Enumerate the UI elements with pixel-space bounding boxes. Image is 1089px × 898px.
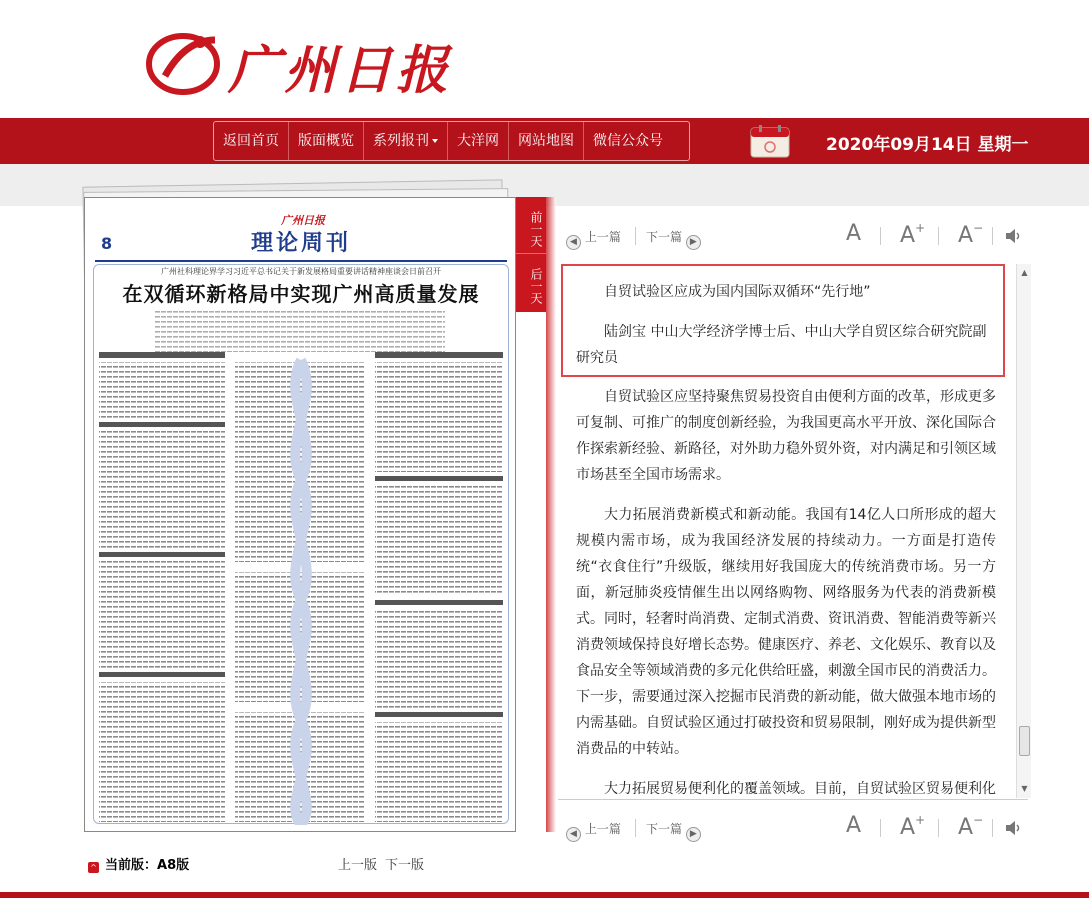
nav-wechat[interactable] [584,122,672,160]
page-rule [95,260,507,262]
font-default-label: A [846,813,862,838]
nav-sitemap-label: 网站地图 [518,133,574,149]
toolbar-separator [635,819,636,837]
toolbar-separator [880,227,881,245]
font-decrease-button[interactable] [958,221,983,248]
prev-article-button[interactable] [566,228,621,250]
calendar-icon[interactable] [750,124,790,158]
article-content [560,264,1016,798]
page-number: 8 [101,234,113,253]
current-edition [88,854,189,873]
minus-icon: − [973,813,984,827]
issue-date: 2020年09月14日 星期一 [826,135,1029,155]
logo-text: 广州日报 [228,40,453,101]
toolbar-separator [880,819,881,837]
main-nav-bar [0,118,1089,164]
page-section-title: 理论周刊 [250,230,351,256]
next-article-button[interactable] [646,820,701,842]
page-kicker: 广州社科理论界学习习近平总书记关于新发展格局重要讲话精神座谈会日前召开 [161,267,441,276]
nav-series-dropdown[interactable] [364,122,448,160]
prev-article-label: 上一篇 [584,230,621,244]
font-increase-label: A [900,815,916,840]
toolbar-separator [938,819,939,837]
font-increase-button[interactable] [900,221,925,248]
font-decrease-button[interactable] [958,813,983,840]
toolbar-separator [938,227,939,245]
nav-sitemap[interactable] [509,122,584,160]
prev-article-button[interactable] [566,820,621,842]
current-edition-value: A8版 [157,858,190,873]
font-default-button[interactable] [846,813,861,838]
page-text-columns [95,310,507,825]
font-default-button[interactable] [846,221,861,246]
font-increase-label: A [900,223,916,248]
arrow-left-icon: ◀ [566,235,581,250]
speaker-icon[interactable] [1004,819,1022,837]
nav-home[interactable] [214,122,289,160]
page-mini-logo: 广州日报 [281,214,325,227]
nav-overview-label: 版面概览 [298,133,354,149]
toolbar-separator [992,819,993,837]
article-toolbar-bottom [560,813,1030,843]
nav-wechat-label: 微信公众号 [593,133,663,149]
nav-overview[interactable] [289,122,364,160]
page-headline: 在双循环新格局中实现广州高质量发展 [122,282,480,306]
toolbar-separator [992,227,993,245]
nav-dayoo-label: 大洋网 [457,133,499,149]
newspaper-page-image[interactable] [84,197,516,832]
arrow-left-icon: ◀ [566,827,581,842]
prev-day-tab[interactable]: 前一天 [529,211,543,247]
minus-icon: − [973,221,984,235]
nav-home-label: 返回首页 [223,133,279,149]
day-switch-tabs [516,197,546,312]
next-edition-link[interactable]: 下一版 [385,858,425,873]
font-increase-button[interactable] [900,813,925,840]
font-default-label: A [846,221,862,246]
article-author: 陆剑宝 中山大学经济学博士后、中山大学自贸区综合研究院副研究员 [576,324,987,366]
scroll-up-icon[interactable]: ▲ [1021,268,1028,277]
next-article-label: 下一篇 [646,230,683,244]
chevron-down-icon [432,139,438,143]
article-paragraph: 大力拓展消费新模式和新动能。我国有14亿人口所形成的超大规模内需市场，成为我国经济发展的持续动力。一方面是打造传统“衣食住行”升级版，继续用好我国庞大的传统消费市场。另一方面，新冠肺炎疫情催生出以网络购物、网络服务为代表的消费新模式。同时，轻奢时尚消费、定制式消费、资讯消费、智能消费等新兴消费领域保持良好增长态势。健康医疗、养老、文化娱乐、教育以及食品安全等领域消费的多元化供给旺盛，刺激全国市民的消费活力。下一步，需要通过深入挖掘市民消费的新动能，做大做强本地市场的内需基础。自贸试验区通过打破投资和贸易限制，刚好成为提供新型消费品的中转站。 [576,507,996,757]
prev-edition-link[interactable]: 上一版 [338,858,378,873]
nav-dayoo[interactable] [448,122,509,160]
article-paragraph: 自贸试验区应坚持聚焦贸易投资自由便利方面的改革，形成更多可复制、可推广的制度创新经验，为我国更高水平开放、深化国际合作探索新经验、新路径，对外助力稳外贸外资，对内满足和引领区域市场甚至全国市场需求。 [576,389,996,483]
font-decrease-label: A [958,815,974,840]
chevron-up-icon: ^ [88,862,99,873]
nav-menu [213,121,690,161]
plus-icon: + [915,813,926,827]
font-decrease-label: A [958,223,974,248]
article-paragraph: 大力拓展贸易便利化的覆盖领域。目前，自贸试验区贸易便利化 [604,781,996,797]
arrow-right-icon: ▶ [686,235,701,250]
page-edge-shadow [546,197,556,832]
current-edition-label: 当前版： [105,858,158,873]
scroll-down-icon[interactable]: ▼ [1021,784,1028,793]
nav-series-label: 系列报刊 [373,133,429,149]
scrollbar-thumb[interactable] [1019,726,1030,756]
toolbar-divider [558,799,1028,800]
footer-strip [0,892,1089,898]
next-article-button[interactable] [646,228,701,250]
article-body [576,384,996,798]
toolbar-separator [635,227,636,245]
arrow-right-icon: ▶ [686,827,701,842]
next-day-tab[interactable]: 后一天 [516,253,546,309]
site-header [0,0,1089,118]
plus-icon: + [915,221,926,235]
prev-article-label: 上一篇 [584,822,621,836]
article-toolbar-top [560,221,1030,251]
next-article-label: 下一篇 [646,822,683,836]
speaker-icon[interactable] [1004,227,1022,245]
edition-pager [338,854,432,873]
article-title: 自贸试验区应成为国内国际双循环“先行地” [604,284,871,300]
article-scrollbar[interactable] [1016,264,1031,798]
